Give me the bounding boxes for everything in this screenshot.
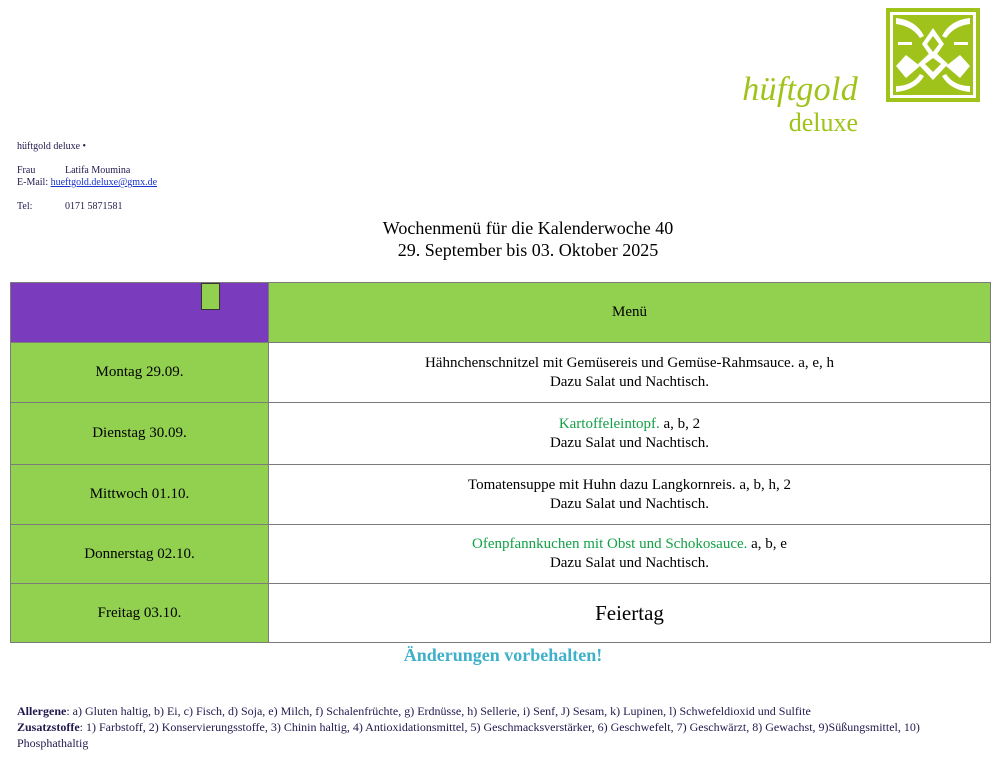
menu-cell — [269, 343, 991, 403]
page-title — [0, 217, 1000, 261]
table-row — [11, 403, 991, 465]
menu-cell — [269, 525, 991, 584]
menu-table — [10, 282, 991, 643]
title-line-2: 29. September bis 03. Oktober 2025 — [397, 240, 659, 260]
dish-name: Kartoffeleintopf. — [558, 415, 660, 432]
email-label: E-Mail: — [17, 177, 49, 188]
zusatz-label: Zusatzstoffe — [17, 720, 80, 734]
holiday-label: Feiertag — [595, 600, 664, 625]
side-dish: Dazu Salat und Nachtisch. — [549, 434, 710, 451]
tel-number: 0171 5871581 — [65, 201, 123, 212]
header-menu-cell: Menü — [269, 283, 991, 343]
allergen-legend — [17, 703, 947, 751]
day-cell: Donnerstag 02.10. — [11, 525, 269, 584]
brand-logo-icon — [886, 8, 980, 102]
brand-name: hüftgold — [742, 71, 858, 108]
allergene-text: : a) Gluten haltig, b) Ei, c) Fisch, d) Soja, e) Milch, f) Schalenfrüchte, g) Erdnüsse, h) Sellerie, i) Senf, J) Sesam, k) Lupinen, l) Schwefeldioxid und Sulfite — [66, 704, 811, 718]
dish-name: Tomatensuppe mit Huhn dazu Langkornreis. — [467, 476, 736, 493]
contact-person: Latifa Moumina — [65, 165, 131, 176]
table-header-row — [11, 283, 991, 343]
salutation-label: Frau — [17, 165, 36, 176]
table-row — [11, 525, 991, 584]
allergen-codes: a, b, 2 — [659, 415, 701, 432]
menu-cell — [269, 584, 991, 643]
day-cell: Montag 29.09. — [11, 343, 269, 403]
brand-wordmark — [742, 70, 858, 138]
side-dish: Dazu Salat und Nachtisch. — [549, 495, 710, 512]
allergene-label: Allergene — [17, 704, 67, 718]
day-cell: Mittwoch 01.10. — [11, 465, 269, 525]
side-dish: Dazu Salat und Nachtisch. — [549, 373, 710, 390]
menu-cell — [269, 465, 991, 525]
corner-marker — [201, 283, 220, 310]
allergen-codes: a, e, h — [794, 354, 835, 371]
allergen-codes: a, b, e — [747, 536, 787, 552]
brand-sub: deluxe — [788, 108, 858, 137]
header-corner-cell — [11, 283, 269, 343]
table-row — [11, 584, 991, 643]
day-cell: Dienstag 30.09. — [11, 403, 269, 465]
zusatz-text: : 1) Farbstoff, 2) Konservierungsstoffe, 3) Chinin haltig, 4) Antioxidationsmittel, 5) Geschmacksverstärker, 6) Geschwefelt, 7) Geschwärzt, 8) Gewachst, 9)Süßungsmittel, 10) Phosphathaltig — [17, 720, 920, 750]
email-link[interactable]: hueftgold.deluxe@gmx.de — [50, 177, 158, 188]
allergen-codes: a, b, h, 2 — [735, 476, 792, 493]
dish-name: Hähnchenschnitzel mit Gemüsereis und Gemüse-Rahmsauce. — [424, 354, 795, 371]
side-dish: Dazu Salat und Nachtisch. — [549, 555, 710, 571]
tel-label: Tel: — [17, 201, 33, 212]
menu-cell — [269, 403, 991, 465]
table-row — [11, 465, 991, 525]
changes-notice: Änderungen vorbehalten! — [403, 645, 603, 665]
title-line-1: Wochenmenü für die Kalenderwoche 40 — [382, 218, 674, 238]
day-cell: Freitag 03.10. — [11, 584, 269, 643]
company-line: hüftgold deluxe • — [17, 141, 87, 152]
dish-name: Ofenpfannkuchen mit Obst und Schokosauce. — [472, 536, 748, 552]
table-row — [11, 343, 991, 403]
contact-block — [17, 141, 157, 213]
